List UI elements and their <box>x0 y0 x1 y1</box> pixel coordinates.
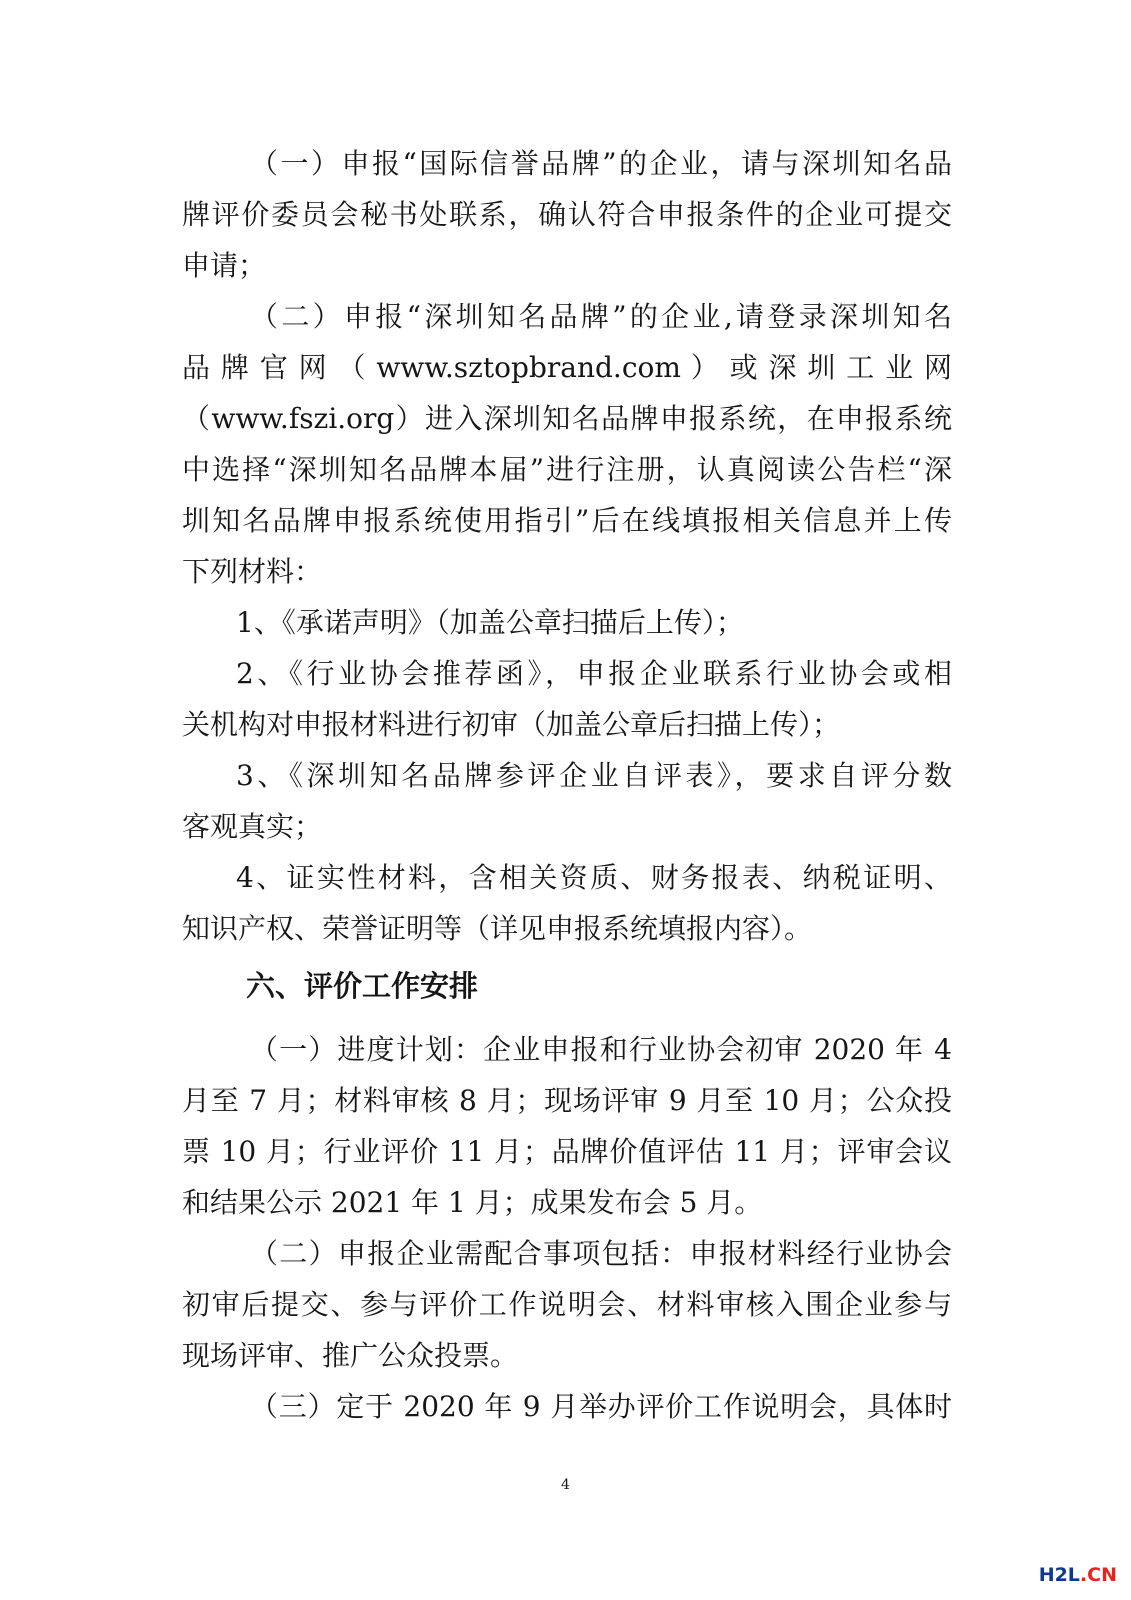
paragraph-line: 知识产权、荣誉证明等（详见申报系统填报内容）。 <box>182 912 813 945</box>
paragraph-line: 票 10 月；行业评价 11 月；品牌价值评估 11 月；评审会议 <box>182 1135 952 1168</box>
page-number: 4 <box>561 1477 570 1493</box>
site-watermark-logo <box>1039 1564 1117 1586</box>
paragraph-line: （三）定于 2020 年 9 月举办评价工作说明会，具体时 <box>250 1390 952 1423</box>
paragraph-line: （www.fszi.org）进入深圳知名品牌申报系统，在申报系统 <box>182 402 952 435</box>
paragraph-line: 客观真实； <box>182 810 323 843</box>
paragraph-line: （二）申报企业需配合事项包括：申报材料经行业协会 <box>250 1237 952 1270</box>
paragraph-line: （一）进度计划：企业申报和行业协会初审 2020 年 4 <box>250 1033 952 1066</box>
list-item: 2、《行业协会推荐函》，申报企业联系行业协会或相 <box>236 657 952 690</box>
paragraph-line: （二）申报“深圳知名品牌”的企业,请登录深圳知名 <box>250 300 952 333</box>
paragraph-line: 和结果公示 2021 年 1 月；成果发布会 5 月。 <box>182 1186 763 1219</box>
watermark-part: H2L <box>1038 1564 1080 1586</box>
watermark-part: .CN <box>1079 1564 1117 1586</box>
paragraph-line: 月至 7 月；材料审核 8 月；现场评审 9 月至 10 月；公众投 <box>182 1084 952 1117</box>
paragraph-line: 现场评审、推广公众投票。 <box>182 1339 519 1372</box>
paragraph-line: 关机构对申报材料进行初审（加盖公章后扫描上传）； <box>182 708 841 741</box>
list-item: 4、证实性材料，含相关资质、财务报表、纳税证明、 <box>236 861 952 894</box>
paragraph-line: （一）申报“国际信誉品牌”的企业，请与深圳知名品 <box>250 147 952 180</box>
paragraph-line: 品 牌 官 网 （ www.sztopbrand.com ） 或 深 圳 工 业 网 <box>182 351 952 384</box>
paragraph-line: 圳知名品牌申报系统使用指引”后在线填报相关信息并上传 <box>182 504 952 537</box>
paragraph-line: 初审后提交、参与评价工作说明会、材料审核入围企业参与 <box>182 1288 952 1321</box>
paragraph-line: 牌评价委员会秘书处联系，确认符合申报条件的企业可提交 <box>182 198 952 231</box>
paragraph-line: 下列材料： <box>182 555 323 588</box>
paragraph-line: 中选择“深圳知名品牌本届”进行注册，认真阅读公告栏“深 <box>182 453 952 486</box>
section-heading: 六、评价工作安排 <box>246 969 479 1003</box>
paragraph-line: 申请； <box>182 249 267 282</box>
list-item: 3、《深圳知名品牌参评企业自评表》，要求自评分数 <box>236 759 952 792</box>
list-item: 1、《承诺声明》（加盖公章扫描后上传）； <box>236 606 744 639</box>
